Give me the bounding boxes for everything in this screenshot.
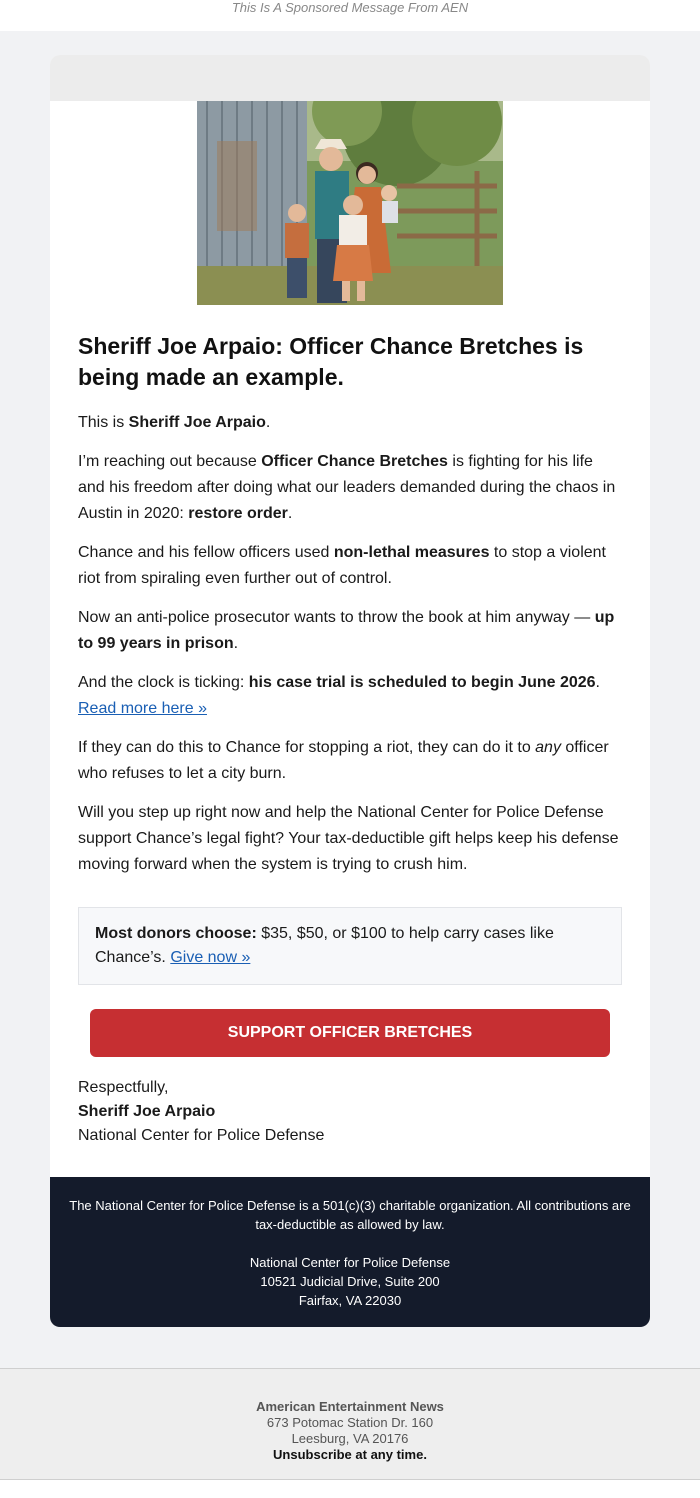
signoff-name: Sheriff Joe Arpaio bbox=[78, 1103, 216, 1120]
paragraph-reach-out bbox=[78, 449, 622, 527]
text: Now an anti-police prosecutor wants to throw the book at him anyway — bbox=[78, 609, 595, 626]
footer-street: 10521 Judicial Drive, Suite 200 bbox=[260, 1274, 440, 1289]
card-header-strip bbox=[50, 55, 650, 101]
footer-city: Fairfax, VA 22030 bbox=[298, 1293, 402, 1308]
donor-text: $35, $50, or $100 to help carry cases like Chance’s. bbox=[95, 925, 554, 966]
headline: Sheriff Joe Arpaio: Officer Chance Bretches is being made an example. bbox=[78, 333, 584, 390]
signoff-org: National Center for Police Defense bbox=[78, 1127, 325, 1144]
bold-text: his case trial is scheduled to begin June 2026 bbox=[248, 674, 596, 691]
paragraph-appeal: Will you step up right now and help the National Center for Police Defense support Chance’s legal fight? Your tax-deductible gift helps keep his defense moving forward when the system is trying to crush him. bbox=[78, 804, 619, 873]
text: officer who refuses to let a city burn. bbox=[78, 739, 609, 782]
sender-footer bbox=[0, 1368, 700, 1480]
bold-text: restore order bbox=[188, 505, 288, 522]
family-photo-illustration bbox=[197, 101, 503, 305]
bold-text: Sheriff Joe Arpaio bbox=[128, 414, 266, 431]
paragraph-intro bbox=[78, 410, 622, 436]
footer-org: National Center for Police Defense bbox=[249, 1255, 451, 1270]
paragraph-clock bbox=[78, 670, 622, 722]
italic-text: any bbox=[535, 739, 561, 756]
give-now-link[interactable]: Give now » bbox=[170, 949, 251, 966]
sender-org: American Entertainment News bbox=[256, 1399, 444, 1414]
paragraph-prosecutor bbox=[78, 605, 622, 657]
donor-suggestion-box bbox=[78, 907, 622, 985]
text: . bbox=[233, 635, 239, 652]
text: And the clock is ticking: bbox=[78, 674, 249, 691]
text: . bbox=[595, 674, 600, 691]
paragraph-non-lethal bbox=[78, 540, 622, 592]
card-footer bbox=[50, 1177, 650, 1327]
text: . bbox=[265, 414, 271, 431]
paragraph-any-officer bbox=[78, 735, 622, 787]
text: is fighting for his life and his freedom after doing what our leaders demanded during the chaos in Austin in 2020: bbox=[78, 453, 616, 522]
unsubscribe-link[interactable]: Unsubscribe at any time. bbox=[273, 1447, 427, 1462]
text: Chance and his fellow officers used bbox=[78, 544, 334, 561]
bold-text: non-lethal measures bbox=[333, 544, 490, 561]
text: to stop a violent riot from spiraling even further out of control. bbox=[78, 544, 606, 587]
family-photo bbox=[197, 101, 503, 305]
email-card bbox=[50, 55, 650, 1327]
footer-disclaimer: The National Center for Police Defense is a 501(c)(3) charitable organization. All contributions are tax-deductible as allowed by law. bbox=[69, 1198, 631, 1232]
read-more-link[interactable]: Read more here » bbox=[78, 700, 207, 717]
email-body bbox=[78, 331, 622, 891]
email-background bbox=[0, 31, 700, 1368]
text: I’m reaching out because bbox=[78, 453, 262, 470]
support-officer-button[interactable]: SUPPORT OFFICER BRETCHES bbox=[90, 1009, 610, 1057]
sender-street: 673 Potomac Station Dr. 160 bbox=[266, 1415, 434, 1430]
text: . bbox=[287, 505, 293, 522]
text: If they can do this to Chance for stopping a riot, they can do it to bbox=[78, 739, 536, 756]
text: This is bbox=[78, 414, 129, 431]
signoff-greeting: Respectfully, bbox=[78, 1079, 169, 1096]
bold-text: up to 99 years in prison bbox=[78, 609, 615, 652]
signoff bbox=[78, 1076, 622, 1148]
donor-label: Most donors choose: bbox=[95, 925, 257, 942]
bold-text: Officer Chance Bretches bbox=[261, 453, 448, 470]
sponsored-notice: This Is A Sponsored Message From AEN bbox=[0, 0, 700, 31]
sender-city: Leesburg, VA 20176 bbox=[291, 1431, 409, 1446]
